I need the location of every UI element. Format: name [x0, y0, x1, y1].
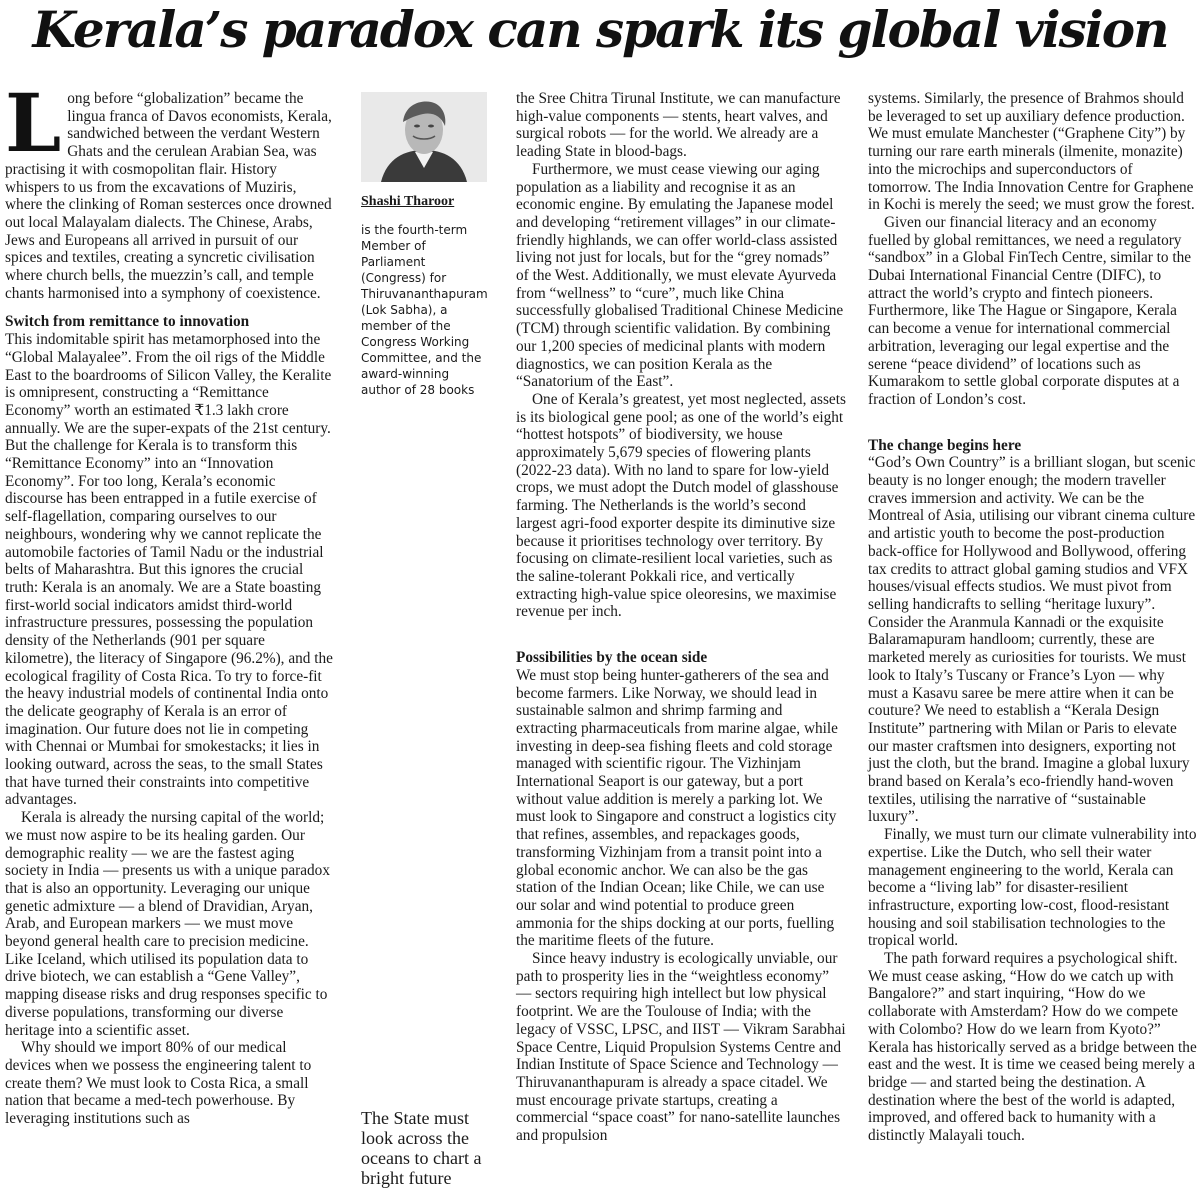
author-bio: is the fourth-term Member of Parliament (Congress) for Thiruvananthapuram (Lok Sabha), a member of the Congress Working Committee, and the award-winning author of 28 books — [361, 223, 488, 397]
paragraph: This indomitable spirit has metamorphosed into the “Global Malayalee”. From the oil rigs of the Middle East to the boardrooms of Silicon Valley, the Keralite is omnipresent, constructing a “Remittance Economy” worth an estimated ₹1.3 lakh crore annually. We are the super-expats of the 21st century. But the challenge for Kerala is to transform this “Remittance Economy” into an “Innovation Economy”. For too long, Kerala’s economic discourse has been entrapped in a futile exercise of self-flagellation, comparing ourselves to our neighbours, wondering why we cannot replicate the automobile factories of Tamil Nadu or the industrial belts of Maharashtra. But this ignores the crucial truth: Kerala is an anomaly. We are a State boasting first-world social indicators amidst third-world infrastructure pressures, possessing the population density of the Netherlands (901 per square kilometre), the literacy of Singapore (96.2%), and the ecological fragility of Costa Rica. To try to force-fit the heavy industrial models of continental India onto the delicate geography of Kerala is an error of imagination. Our future does not lie in competing with Chennai or Mumbai for smokestacks; it lies in looking outward, across the seas, to the small States that have turned their constraints into competitive advantages. — [5, 331, 333, 809]
article-column-1 — [5, 76, 335, 1128]
drop-cap: L — [5, 76, 62, 170]
subheading-change: The change begins here — [868, 436, 1022, 454]
subheading-remittance: Switch from remittance to innovation — [5, 313, 250, 331]
author-name: Shashi Tharoor — [361, 194, 455, 209]
headline: Kerala’s paradox can spark its global vision — [32, 0, 1168, 59]
author-sidebar — [361, 92, 489, 398]
intro-text: ong before “globalization” became the lingua franca of Davos economists, Kerala, sandwiched between the verdant Western Ghats and the cerulean Arabian Sea, was practising it with cosmopolitan flair. History whispers to us from the excavations of Muziris, where the clinking of Roman sesterces once drowned out local Malayalam dialects. The Chinese, Arabs, Jews and Europeans all arrived in pursuit of our spices and textiles, creating a syncretic civilisation where church bells, the muezzin’s call, and temple chants harmonised into a symphony of coexistence. — [5, 90, 332, 302]
pull-quote: The State must look across the oceans to chart a bright future — [361, 1108, 482, 1188]
paragraph: Kerala is already the nursing capital of the world; we must now aspire to be its healing garden. Our demographic reality — we are the fastest aging society in India — presents us with a unique paradox that is also an opportunity. Leveraging our unique genetic admixture — a blend of Dravidian, Aryan, Arab, and European markers — we must move beyond general health care to precision medicine. Like Iceland, which utilised its population data to drive biotech, we can establish a “Gene Valley”, mapping disease risks and drug responses specific to diverse populations, transforming our diverse heritage into a scientific asset. — [5, 809, 330, 1039]
paragraph: Finally, we must turn our climate vulnerability into expertise. Like the Dutch, who sell their water management engineering to the world, Kerala can become a “living lab” for disaster-resilient infrastructure, exporting low-cost, flood-resistant housing and soil stabilisation technologies to the tropical world. — [868, 826, 1197, 950]
paragraph: The path forward requires a psychological shift. We must cease asking, “How do we catch up with Bangalore?” and start inquiring, “How do we collaborate with Amsterdam? How do we compete with Colombo? How do we learn from Kyoto?” Kerala has historically served as a bridge between the east and the west. It is time we ceased being merely a bridge — and started being the destination. A destination where the best of the world is adapted, improved, and offered back to humanity with a distinctly Malayali touch. — [868, 950, 1197, 1145]
paragraph: systems. Similarly, the presence of Brahmos should be leveraged to set up auxiliary defence production. We must emulate Manchester (“Graphene City”) by turning our rare earth minerals (ilmenite, monazite) into the microchips and superconductors of tomorrow. The India Innovation Centre for Graphene in Kochi is merely the seed; we must grow the forest. — [868, 90, 1195, 214]
paragraph: We must stop being hunter-gatherers of the sea and become farmers. Like Norway, we should lead in sustainable salmon and shrimp farming and extracting pharmaceuticals from marine algae, while investing in deep-sea fishing fleets and cold storage managed with scientific rigour. The Vizhinjam International Seaport is our gateway, but a port without value addition is merely a parking lot. We must look to Singapore and construct a logistics city that refines, assembles, and repackages goods, transforming Vizhinjam from a transit point into a global economic anchor. We can also be the gas station of the Indian Ocean; like Chile, we can use our solar and wind potential to produce green ammonia for the ships docking at our ports, fuelling the maritime fleets of the future. — [516, 666, 838, 950]
author-portrait — [361, 92, 487, 182]
intro-paragraph — [5, 76, 335, 302]
article-column-3 — [516, 90, 846, 1145]
paragraph: “God’s Own Country” is a brilliant slogan, but scenic beauty is no longer enough; the modern traveller craves immersion and activity. We can be the Montreal of Asia, utilising our vibrant cinema culture and artistic youth to become the post-production back-office for Hollywood and Bollywood, offering tax credits to attract global gaming studios and VFX houses/visual effects studios. We must pivot from selling handicrafts to selling “heritage luxury”. Consider the Aranmula Kannadi or the exquisite Balaramapuram handloom; currently, these are marketed merely as curiosities for tourists. We must look to Italy’s Tuscany or France’s Lyon — why must a Kasavu saree be mere attire when it can be couture? We need to establish a “Kerala Design Institute” partnering with Milan or Paris to elevate our master craftsmen into designers, exporting not just the cloth, but the brand. Imagine a global luxury brand based on Kerala’s eco-friendly hand-woven textiles, utilising the narrative of “sustainable luxury”. — [868, 454, 1196, 826]
paragraph: the Sree Chitra Tirunal Institute, we can manufacture high-value components — stents, heart valves, and surgical robots — for the world. We already are a leading State in blood-bags. — [516, 90, 841, 161]
article-column-4 — [868, 90, 1198, 1145]
paragraph: Why should we import 80% of our medical devices when we possess the engineering talent to create them? We must look to Costa Rica, a small nation that became a med-tech powerhouse. By leveraging institutions such as — [5, 1039, 312, 1128]
subheading-ocean: Possibilities by the ocean side — [516, 649, 708, 667]
paragraph: Given our financial literacy and an economy fuelled by global remittances, we need a regulatory “sandbox” in a Global FinTech Centre, similar to the Dubai International Financial Centre (DIFC), to attract the world’s crypto and fintech pioneers. Furthermore, like The Hague or Singapore, Kerala can become a venue for international commercial arbitration, leveraging our legal expertise and the serene “peace dividend” of locations such as Kumarakom to settle global corporate disputes at a fraction of London’s cost. — [868, 213, 1192, 408]
paragraph: One of Kerala’s greatest, yet most neglected, assets is its biological gene pool; as one of the world’s eight “hottest hotspots” of biodiversity, we house approximately 5,679 species of flowering plants (2022-23 data). With no land to spare for low-yield crops, we must adopt the Dutch model of glasshouse farming. The Netherlands is the world’s second largest agri-food exporter despite its diminutive size because it prioritises technology over territory. By focusing on climate-resilient local varieties, such as the saline-tolerant Pokkali rice, and vertically extracting high-value spice oleoresins, we maximise revenue per inch. — [516, 390, 846, 621]
paragraph: Furthermore, we must cease viewing our aging population as a liability and recognise it as an economic engine. By emulating the Japanese model and developing “retirement villages” in our climate-friendly highlands, we can offer world-class assisted living not just for locals, but for the “grey nomads” of the West. Additionally, we must elevate Ayurveda from “wellness” to “cure”, much like China successfully globalised Traditional Chinese Medicine (TCM) through scientific validation. By combining our 1,200 species of medicinal plants with modern diagnostics, we can position Kerala as the “Sanatorium of the East”. — [516, 160, 844, 391]
paragraph: Since heavy industry is ecologically unviable, our path to prosperity lies in the “weightless economy” — sectors requiring high intellect but low physical footprint. We are the Toulouse of India; with the legacy of VSSC, LPSC, and IIST — Vikram Sarabhai Space Centre, Liquid Propulsion Systems Centre and Indian Institute of Space Science and Technology — Thiruvananthapuram is already a space citadel. We must encourage private startups, creating a commercial “space coast” for nano-satellite launches and propulsion — [516, 950, 846, 1145]
